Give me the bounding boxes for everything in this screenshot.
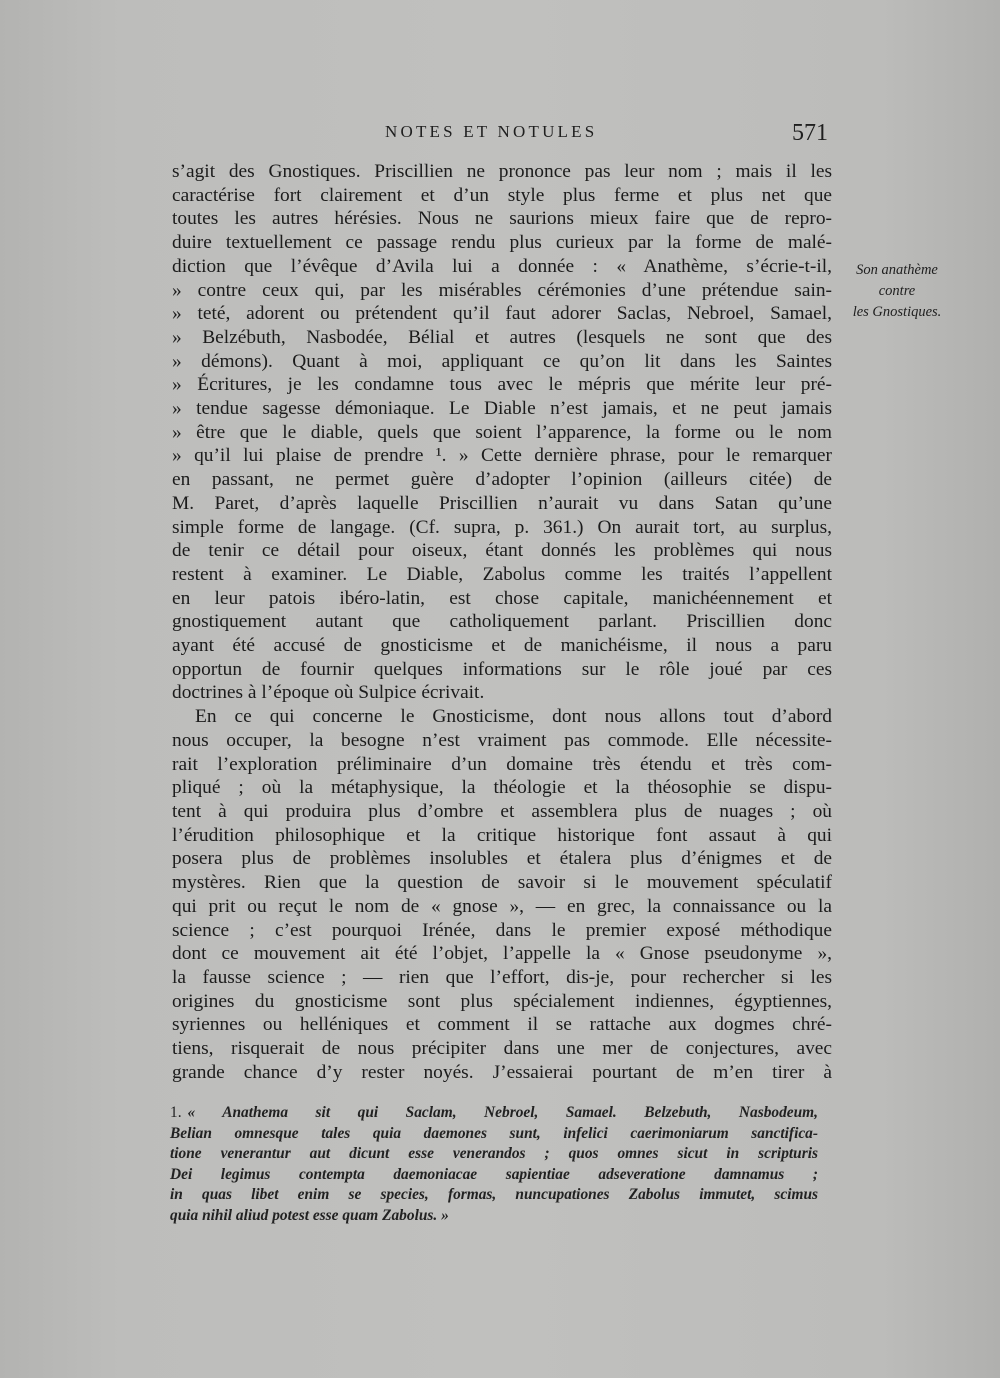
- text-line: » démons). Quant à moi, appliquant ce qu’on lit dans les Saintes: [172, 350, 832, 372]
- page-number: 571: [792, 120, 828, 146]
- text-line: duire textuellement ce passage rendu plus curieux par la forme de malé-: [172, 232, 832, 254]
- text-line: tiens, risquerait de nous précipiter dans une mer de conjectures, avec: [172, 1038, 832, 1060]
- text-line: grande chance d’y rester noyés. J’essaierai pourtant de m’en tirer à: [172, 1061, 832, 1083]
- text-line: restent à examiner. Le Diable, Zabolus comme les traités l’appellent: [172, 563, 832, 585]
- text-line: qui prit ou reçut le nom de « gnose », — en grec, la connaissance ou la: [172, 895, 832, 917]
- text-line: doctrines à l’époque où Sulpice écrivait.: [172, 682, 485, 704]
- text-line: » être que le diable, quels que soient l’apparence, la forme ou le nom: [172, 421, 832, 443]
- footnote-line: tione venerantur aut dicunt esse venerandos ; quos omnes sicut in scripturis: [170, 1145, 818, 1163]
- text-line: ayant été accusé de gnosticisme et de manichéisme, il nous a paru: [172, 635, 832, 657]
- text-line: rait l’exploration préliminaire d’un domaine très étendu et très com-: [172, 753, 832, 775]
- footnote-line: Belian omnesque tales quia daemones sunt, infelici caerimoniarum sanctifica-: [170, 1124, 818, 1142]
- footnote-line: quia nihil aliud potest esse quam Zabolus. »: [170, 1206, 449, 1224]
- text-line: » Écritures, je les condamne tous avec le mépris que mérite leur pré-: [172, 374, 832, 396]
- text-line: » qu’il lui plaise de prendre ¹. » Cette dernière phrase, pour le remarquer: [172, 445, 832, 467]
- text-line: l’érudition philosophique et la critique historique font assaut à qui: [172, 824, 832, 846]
- text-line: posera plus de problèmes insolubles et étalera plus d’énigmes et de: [172, 848, 832, 870]
- running-header: NOTES ET NOTULES: [385, 122, 598, 141]
- text-line: syriennes ou helléniques et comment il se rattache aux dogmes chré-: [172, 1014, 832, 1036]
- text-line: de tenir ce détail pour oiseux, étant donnés les problèmes qui nous: [172, 540, 832, 562]
- margin-note-line: Son anathème: [856, 262, 938, 278]
- footnote-text: « Anathema sit qui Saclam, Nebroel, Samael. Belzebuth, Nasbodeum,: [187, 1104, 818, 1121]
- text-line: En ce qui concerne le Gnosticisme, dont nous allons tout d’abord: [195, 706, 832, 728]
- text-line: gnostiquement autant que catholiquement parlant. Priscillien donc: [172, 611, 832, 633]
- margin-note-line: contre: [878, 283, 916, 299]
- text-line: diction que l’évêque d’Avila lui a donnée : « Anathème, s’écrie-t-il,: [172, 255, 832, 277]
- footnote-line: in quas libet enim se species, formas, nuncupationes Zabolus immutet, scimus: [170, 1186, 818, 1204]
- margin-note: [838, 260, 956, 323]
- text-line: en leur patois ibéro-latin, est chose capitale, manichéennement et: [172, 587, 832, 609]
- text-line: s’agit des Gnostiques. Priscillien ne prononce pas leur nom ; mais il les: [172, 161, 832, 182]
- paragraph-1: [172, 160, 832, 705]
- footnote-line: Dei legimus contempta daemoniacae sapientiae adseveratione damnamus ;: [170, 1165, 818, 1183]
- text-line: M. Paret, d’après laquelle Priscillien n’aurait vu dans Satan qu’une: [172, 492, 832, 514]
- text-line: tent à qui produira plus d’ombre et assemblera plus de nuages ; où: [172, 800, 832, 822]
- text-line: la fausse science ; — rien que l’effort, dis-je, pour rechercher si les: [172, 966, 832, 988]
- text-line: mystères. Rien que la question de savoir si le mouvement spéculatif: [172, 872, 832, 894]
- text-line: simple forme de langage. (Cf. supra, p. 361.) On aurait tort, au surplus,: [172, 516, 832, 538]
- text-line: en passant, ne permet guère d’adopter l’opinion (ailleurs citée) de: [172, 469, 832, 491]
- text-line: toutes les autres hérésies. Nous ne saurions mieux faire que de repro-: [172, 208, 832, 230]
- text-line: origines du gnosticisme sont plus spécialement indiennes, égyptiennes,: [172, 990, 832, 1012]
- text-line: » contre ceux qui, par les misérables cérémonies d’une prétendue sain-: [172, 279, 832, 301]
- footnote-number: 1.: [170, 1104, 182, 1121]
- text-line: opportun de fournir quelques informations sur le rôle joué par ces: [172, 658, 832, 680]
- text-line: pliqué ; où la métaphysique, la théologie et la théosophie se dispu-: [172, 777, 832, 799]
- margin-note-line: les Gnostiques.: [852, 304, 942, 320]
- text-line: science ; c’est pourquoi Irénée, dans le premier exposé méthodique: [172, 919, 832, 941]
- paragraph-2: [172, 705, 832, 1084]
- text-line: caractérise fort clairement et d’un style plus ferme et plus net que: [172, 184, 832, 206]
- body-text: [172, 160, 832, 1084]
- text-line: » teté, adorent ou prétendent qu’il faut adorer Saclas, Nebroel, Samael,: [172, 303, 832, 325]
- text-line: » Belzébuth, Nasbodée, Bélial et autres (lesquels ne sont que des: [172, 326, 832, 348]
- footnote-line-1: [170, 1103, 818, 1124]
- text-line: dont ce mouvement ait été l’objet, l’appelle la « Gnose pseudonyme »,: [172, 943, 832, 965]
- text-line: » tendue sagesse démoniaque. Le Diable n’est jamais, et ne peut jamais: [172, 398, 832, 420]
- footnote: [170, 1103, 818, 1227]
- text-line: nous occuper, la besogne n’est vraiment pas commode. Elle nécessite-: [172, 729, 832, 751]
